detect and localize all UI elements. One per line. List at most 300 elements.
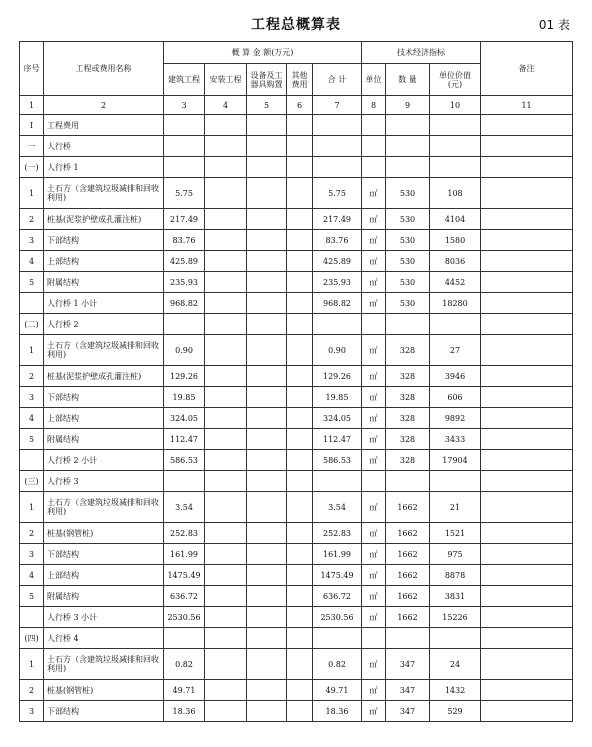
cell-remark xyxy=(481,680,573,701)
table-row xyxy=(20,450,573,471)
cell-remark xyxy=(481,649,573,680)
cell-name: 土石方（含建筑垃圾减排和回收利用) xyxy=(44,492,164,523)
cell-remark xyxy=(481,178,573,209)
cell-unit: ㎡ xyxy=(362,450,386,471)
cell-total xyxy=(313,115,362,136)
cell-remark xyxy=(481,366,573,387)
cell-other xyxy=(287,607,313,628)
cell-remark xyxy=(481,230,573,251)
cell-unit-value: 108 xyxy=(430,178,481,209)
cell-total: 1475.49 xyxy=(313,565,362,586)
cell-quantity: 328 xyxy=(386,429,430,450)
cell-unit-value: 1432 xyxy=(430,680,481,701)
cell-unit-value: 4452 xyxy=(430,272,481,293)
cell-quantity xyxy=(386,314,430,335)
cell-equipment xyxy=(247,366,287,387)
cell-total: 252.83 xyxy=(313,523,362,544)
header-quantity: 数 量 xyxy=(386,64,430,96)
cell-name: 人行桥 1 xyxy=(44,157,164,178)
col-num: 2 xyxy=(44,96,164,115)
cell-total xyxy=(313,628,362,649)
cell-unit: ㎡ xyxy=(362,272,386,293)
cell-remark xyxy=(481,492,573,523)
cell-unit: ㎡ xyxy=(362,230,386,251)
cell-other xyxy=(287,450,313,471)
cell-unit: ㎡ xyxy=(362,649,386,680)
cell-total: 2530.56 xyxy=(313,607,362,628)
cell-total: 235.93 xyxy=(313,272,362,293)
cell-construction: 19.85 xyxy=(164,387,205,408)
cell-other xyxy=(287,272,313,293)
cell-installation xyxy=(205,136,247,157)
cell-total: 3.54 xyxy=(313,492,362,523)
table-row xyxy=(20,471,573,492)
cell-installation xyxy=(205,178,247,209)
table-row xyxy=(20,565,573,586)
page-title: 工程总概算表 xyxy=(251,17,341,33)
cell-seq xyxy=(20,293,44,314)
table-row xyxy=(20,680,573,701)
cell-equipment xyxy=(247,471,287,492)
cell-quantity: 530 xyxy=(386,251,430,272)
cell-remark xyxy=(481,314,573,335)
cell-name: 土石方（含建筑垃圾减排和回收利用) xyxy=(44,335,164,366)
cell-name: 附属结构 xyxy=(44,429,164,450)
cell-name: 工程费用 xyxy=(44,115,164,136)
cell-total: 586.53 xyxy=(313,450,362,471)
cell-remark xyxy=(481,335,573,366)
cell-equipment xyxy=(247,450,287,471)
cell-unit: ㎡ xyxy=(362,366,386,387)
cell-remark xyxy=(481,628,573,649)
cell-construction: 0.82 xyxy=(164,649,205,680)
cell-total: 324.05 xyxy=(313,408,362,429)
cell-unit xyxy=(362,115,386,136)
cell-unit-value: 1521 xyxy=(430,523,481,544)
table-row xyxy=(20,649,573,680)
cell-equipment xyxy=(247,628,287,649)
cell-total: 49.71 xyxy=(313,680,362,701)
cell-equipment xyxy=(247,209,287,230)
cell-quantity: 347 xyxy=(386,649,430,680)
cell-name: 人行桥 1 小计 xyxy=(44,293,164,314)
cell-installation xyxy=(205,701,247,722)
cell-installation xyxy=(205,366,247,387)
cell-unit: ㎡ xyxy=(362,492,386,523)
cell-unit-value xyxy=(430,115,481,136)
cell-installation xyxy=(205,387,247,408)
table-row xyxy=(20,628,573,649)
cell-unit-value: 529 xyxy=(430,701,481,722)
cell-remark xyxy=(481,136,573,157)
table-row xyxy=(20,136,573,157)
cell-unit-value: 27 xyxy=(430,335,481,366)
cell-total: 0.90 xyxy=(313,335,362,366)
cell-unit xyxy=(362,628,386,649)
cell-seq: (四) xyxy=(20,628,44,649)
cell-construction: 2530.56 xyxy=(164,607,205,628)
cell-name: 下部结构 xyxy=(44,387,164,408)
cell-unit: ㎡ xyxy=(362,293,386,314)
table-row xyxy=(20,178,573,209)
cell-other xyxy=(287,335,313,366)
cell-remark xyxy=(481,471,573,492)
cell-quantity: 328 xyxy=(386,408,430,429)
cell-total: 5.75 xyxy=(313,178,362,209)
cell-quantity xyxy=(386,136,430,157)
cell-total xyxy=(313,136,362,157)
cell-other xyxy=(287,429,313,450)
cell-seq xyxy=(20,607,44,628)
cell-seq: 1 xyxy=(20,335,44,366)
cell-unit xyxy=(362,471,386,492)
cell-quantity: 530 xyxy=(386,293,430,314)
cell-unit-value: 15226 xyxy=(430,607,481,628)
cell-total: 19.85 xyxy=(313,387,362,408)
cell-total: 18.36 xyxy=(313,701,362,722)
cell-total: 83.76 xyxy=(313,230,362,251)
cell-total: 968.82 xyxy=(313,293,362,314)
header-tech-group: 技术经济指标 xyxy=(362,42,481,64)
cell-installation xyxy=(205,628,247,649)
cell-other xyxy=(287,523,313,544)
header-unit-value: 单位价值(元) xyxy=(430,64,481,96)
cell-quantity: 328 xyxy=(386,366,430,387)
cell-name: 上部结构 xyxy=(44,408,164,429)
cell-unit-value: 4104 xyxy=(430,209,481,230)
cell-unit: ㎡ xyxy=(362,408,386,429)
col-num: 11 xyxy=(481,96,573,115)
cell-remark xyxy=(481,115,573,136)
cell-unit: ㎡ xyxy=(362,607,386,628)
cell-installation xyxy=(205,408,247,429)
cell-name: 桩基(钢管桩) xyxy=(44,680,164,701)
cell-construction: 129.26 xyxy=(164,366,205,387)
cell-name: 人行桥 xyxy=(44,136,164,157)
cell-unit-value xyxy=(430,628,481,649)
cell-installation xyxy=(205,607,247,628)
table-row xyxy=(20,335,573,366)
cell-quantity: 1662 xyxy=(386,492,430,523)
cell-equipment xyxy=(247,115,287,136)
cell-equipment xyxy=(247,544,287,565)
cell-unit-value: 24 xyxy=(430,649,481,680)
cell-seq: 4 xyxy=(20,408,44,429)
cell-seq: 3 xyxy=(20,230,44,251)
cell-equipment xyxy=(247,429,287,450)
cell-other xyxy=(287,178,313,209)
cell-name: 土石方（含建筑垃圾减排和回收利用) xyxy=(44,178,164,209)
estimate-table xyxy=(19,41,573,722)
cell-construction: 586.53 xyxy=(164,450,205,471)
cell-construction: 235.93 xyxy=(164,272,205,293)
cell-other xyxy=(287,680,313,701)
table-number: 01 表 xyxy=(538,18,570,32)
cell-quantity: 347 xyxy=(386,701,430,722)
cell-seq: (三) xyxy=(20,471,44,492)
cell-construction: 3.54 xyxy=(164,492,205,523)
cell-construction: 5.75 xyxy=(164,178,205,209)
cell-quantity xyxy=(386,157,430,178)
cell-unit: ㎡ xyxy=(362,387,386,408)
cell-total xyxy=(313,314,362,335)
cell-other xyxy=(287,387,313,408)
cell-remark xyxy=(481,523,573,544)
cell-name: 人行桥 2 xyxy=(44,314,164,335)
cell-installation xyxy=(205,115,247,136)
col-num: 5 xyxy=(247,96,287,115)
cell-equipment xyxy=(247,523,287,544)
cell-construction xyxy=(164,115,205,136)
cell-quantity: 328 xyxy=(386,450,430,471)
header-unit: 单位 xyxy=(362,64,386,96)
cell-equipment xyxy=(247,293,287,314)
cell-seq: 5 xyxy=(20,429,44,450)
cell-unit-value: 3433 xyxy=(430,429,481,450)
table-row xyxy=(20,115,573,136)
cell-name: 土石方（含建筑垃圾减排和回收利用) xyxy=(44,649,164,680)
table-row xyxy=(20,701,573,722)
cell-seq: 2 xyxy=(20,523,44,544)
cell-remark xyxy=(481,387,573,408)
cell-total: 217.49 xyxy=(313,209,362,230)
cell-quantity: 328 xyxy=(386,335,430,366)
cell-unit: ㎡ xyxy=(362,565,386,586)
table-row xyxy=(20,429,573,450)
cell-seq: 4 xyxy=(20,251,44,272)
cell-unit: ㎡ xyxy=(362,335,386,366)
table-row xyxy=(20,366,573,387)
cell-installation xyxy=(205,251,247,272)
cell-seq: (一) xyxy=(20,157,44,178)
cell-installation xyxy=(205,209,247,230)
cell-installation xyxy=(205,335,247,366)
cell-seq: 2 xyxy=(20,366,44,387)
cell-seq: (二) xyxy=(20,314,44,335)
cell-remark xyxy=(481,293,573,314)
table-row xyxy=(20,408,573,429)
cell-construction xyxy=(164,628,205,649)
cell-quantity: 1662 xyxy=(386,565,430,586)
cell-construction: 161.99 xyxy=(164,544,205,565)
cell-installation xyxy=(205,492,247,523)
cell-equipment xyxy=(247,136,287,157)
cell-installation xyxy=(205,272,247,293)
cell-other xyxy=(287,701,313,722)
cell-unit: ㎡ xyxy=(362,209,386,230)
cell-unit-value xyxy=(430,471,481,492)
cell-equipment xyxy=(247,272,287,293)
cell-quantity: 1662 xyxy=(386,523,430,544)
cell-unit xyxy=(362,136,386,157)
cell-other xyxy=(287,471,313,492)
col-num: 8 xyxy=(362,96,386,115)
cell-unit-value: 21 xyxy=(430,492,481,523)
cell-unit: ㎡ xyxy=(362,523,386,544)
cell-seq: 1 xyxy=(20,178,44,209)
cell-name: 人行桥 2 小计 xyxy=(44,450,164,471)
cell-other xyxy=(287,136,313,157)
cell-unit-value xyxy=(430,136,481,157)
header-remark: 备注 xyxy=(481,42,573,96)
cell-construction xyxy=(164,471,205,492)
cell-quantity: 1662 xyxy=(386,586,430,607)
cell-unit: ㎡ xyxy=(362,586,386,607)
header-estimate-group: 概 算 金 额(万元) xyxy=(164,42,362,64)
cell-unit-value: 975 xyxy=(430,544,481,565)
cell-seq: 1 xyxy=(20,649,44,680)
cell-unit-value: 3946 xyxy=(430,366,481,387)
cell-other xyxy=(287,293,313,314)
cell-total: 0.82 xyxy=(313,649,362,680)
table-row xyxy=(20,314,573,335)
cell-installation xyxy=(205,680,247,701)
cell-construction: 252.83 xyxy=(164,523,205,544)
cell-quantity xyxy=(386,628,430,649)
cell-name: 桩基(钢管桩) xyxy=(44,523,164,544)
cell-name: 下部结构 xyxy=(44,701,164,722)
cell-unit-value: 18280 xyxy=(430,293,481,314)
cell-quantity: 328 xyxy=(386,387,430,408)
cell-seq xyxy=(20,450,44,471)
cell-installation xyxy=(205,314,247,335)
cell-construction: 18.36 xyxy=(164,701,205,722)
cell-other xyxy=(287,649,313,680)
header-seq: 序号 xyxy=(20,42,44,96)
header-equipment: 设备及工器具购置 xyxy=(247,64,287,96)
cell-quantity: 347 xyxy=(386,680,430,701)
table-row xyxy=(20,586,573,607)
cell-construction: 217.49 xyxy=(164,209,205,230)
cell-unit-value xyxy=(430,157,481,178)
cell-total xyxy=(313,157,362,178)
cell-name: 人行桥 4 xyxy=(44,628,164,649)
cell-equipment xyxy=(247,649,287,680)
cell-unit: ㎡ xyxy=(362,429,386,450)
cell-unit-value: 1580 xyxy=(430,230,481,251)
cell-installation xyxy=(205,230,247,251)
cell-quantity: 530 xyxy=(386,272,430,293)
cell-remark xyxy=(481,408,573,429)
cell-other xyxy=(287,408,313,429)
cell-seq: 4 xyxy=(20,565,44,586)
cell-remark xyxy=(481,544,573,565)
cell-unit: ㎡ xyxy=(362,701,386,722)
cell-quantity: 1662 xyxy=(386,607,430,628)
cell-name: 人行桥 3 xyxy=(44,471,164,492)
cell-equipment xyxy=(247,565,287,586)
cell-total: 129.26 xyxy=(313,366,362,387)
table-row xyxy=(20,251,573,272)
table-row xyxy=(20,209,573,230)
header-construction: 建筑工程 xyxy=(164,64,205,96)
cell-unit: ㎡ xyxy=(362,544,386,565)
cell-remark xyxy=(481,157,573,178)
cell-other xyxy=(287,157,313,178)
cell-installation xyxy=(205,450,247,471)
cell-equipment xyxy=(247,680,287,701)
cell-name: 下部结构 xyxy=(44,544,164,565)
cell-quantity xyxy=(386,115,430,136)
table-row xyxy=(20,230,573,251)
cell-other xyxy=(287,366,313,387)
cell-total: 636.72 xyxy=(313,586,362,607)
cell-equipment xyxy=(247,335,287,366)
cell-construction: 112.47 xyxy=(164,429,205,450)
cell-unit: ㎡ xyxy=(362,178,386,209)
cell-other xyxy=(287,230,313,251)
cell-unit-value: 8036 xyxy=(430,251,481,272)
cell-total xyxy=(313,471,362,492)
cell-unit xyxy=(362,157,386,178)
cell-construction: 83.76 xyxy=(164,230,205,251)
cell-installation xyxy=(205,471,247,492)
cell-seq: 3 xyxy=(20,701,44,722)
cell-equipment xyxy=(247,157,287,178)
cell-other xyxy=(287,586,313,607)
table-row xyxy=(20,293,573,314)
cell-installation xyxy=(205,429,247,450)
cell-construction: 968.82 xyxy=(164,293,205,314)
cell-unit-value xyxy=(430,314,481,335)
cell-equipment xyxy=(247,408,287,429)
cell-equipment xyxy=(247,251,287,272)
cell-name: 附属结构 xyxy=(44,586,164,607)
table-row xyxy=(20,523,573,544)
col-num: 6 xyxy=(287,96,313,115)
cell-unit-value: 17904 xyxy=(430,450,481,471)
cell-construction: 425.89 xyxy=(164,251,205,272)
cell-equipment xyxy=(247,314,287,335)
table-row xyxy=(20,157,573,178)
cell-remark xyxy=(481,607,573,628)
cell-other xyxy=(287,544,313,565)
cell-construction: 49.71 xyxy=(164,680,205,701)
cell-seq: 5 xyxy=(20,586,44,607)
cell-construction: 1475.49 xyxy=(164,565,205,586)
header-other: 其他费用 xyxy=(287,64,313,96)
cell-quantity: 530 xyxy=(386,178,430,209)
cell-unit-value: 9892 xyxy=(430,408,481,429)
col-num: 7 xyxy=(313,96,362,115)
cell-equipment xyxy=(247,387,287,408)
cell-installation xyxy=(205,157,247,178)
cell-remark xyxy=(481,272,573,293)
cell-construction xyxy=(164,136,205,157)
cell-installation xyxy=(205,523,247,544)
col-num: 10 xyxy=(430,96,481,115)
cell-remark xyxy=(481,701,573,722)
cell-quantity: 530 xyxy=(386,230,430,251)
cell-name: 附属结构 xyxy=(44,272,164,293)
cell-remark xyxy=(481,450,573,471)
cell-construction xyxy=(164,157,205,178)
table-row xyxy=(20,272,573,293)
cell-other xyxy=(287,565,313,586)
cell-installation xyxy=(205,565,247,586)
cell-remark xyxy=(481,209,573,230)
cell-remark xyxy=(481,586,573,607)
table-row xyxy=(20,607,573,628)
col-num: 3 xyxy=(164,96,205,115)
cell-name: 下部结构 xyxy=(44,230,164,251)
cell-construction: 0.90 xyxy=(164,335,205,366)
cell-unit-value: 3831 xyxy=(430,586,481,607)
cell-quantity: 1662 xyxy=(386,544,430,565)
cell-construction: 324.05 xyxy=(164,408,205,429)
cell-seq: 3 xyxy=(20,387,44,408)
cell-installation xyxy=(205,544,247,565)
